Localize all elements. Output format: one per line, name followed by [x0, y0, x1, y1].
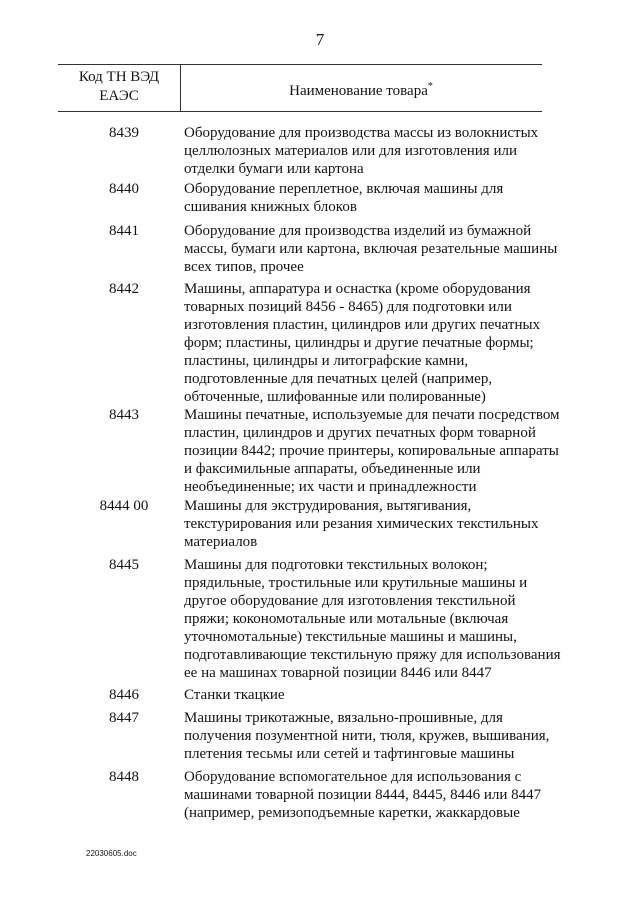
- commodity-description: [184, 686, 564, 704]
- footnote-mark: *: [427, 81, 433, 92]
- commodity-code: 8445: [109, 557, 139, 573]
- description-line: обточенные, шлифованные или полированные): [184, 389, 486, 405]
- description-line: машинами товарной позиции 8444, 8445, 8446 или 8447: [184, 787, 542, 803]
- commodity-code: 8439: [109, 125, 139, 141]
- commodity-code: 8441: [109, 223, 139, 239]
- description-line: Машины трикотажные, вязально-прошивные, для: [184, 710, 503, 726]
- description-line: уточномотальные) текстильные машины и машины,: [184, 629, 517, 645]
- description-line: позиции 8442; прочие принтеры, копировальные аппараты: [184, 443, 559, 459]
- description-line: и факсимильные аппараты, объединенные или: [184, 461, 481, 477]
- description-line: Оборудование для производства изделий из бумажной: [184, 223, 532, 239]
- description-line: ее на машинах товарной позиции 8446 или 8447: [184, 665, 492, 681]
- description-line: Оборудование переплетное, включая машины для: [184, 181, 504, 197]
- commodity-code: 8443: [109, 407, 139, 423]
- commodity-description: [184, 124, 564, 178]
- name-header-text: Наименование товара: [289, 83, 428, 99]
- code-header-line: ЕАЭС: [99, 88, 139, 104]
- commodity-description: [184, 222, 564, 276]
- description-line: отделки бумаги или картона: [184, 161, 364, 177]
- description-line: Станки ткацкие: [184, 687, 285, 703]
- description-line: целлюлозных материалов или для изготовления или: [184, 143, 517, 159]
- description-line: пряжи; кокономотальные или мотальные (включая: [184, 611, 509, 627]
- description-line: Оборудование для производства массы из волокнистых: [184, 125, 539, 141]
- description-line: Машины печатные, используемые для печати посредством: [184, 407, 560, 423]
- page-number: 7: [315, 30, 325, 49]
- description-line: прядильные, тростильные или крутильные машины и: [184, 575, 528, 591]
- description-line: всех типов, прочее: [184, 259, 304, 275]
- description-line: сшивания книжных блоков: [184, 199, 357, 215]
- description-line: необъединенные; их части и принадлежности: [184, 479, 477, 495]
- description-line: Машины для подготовки текстильных волокон;: [184, 557, 488, 573]
- commodity-description: [184, 180, 564, 216]
- table-header: [58, 64, 542, 112]
- name-column-header: [180, 77, 542, 101]
- description-line: (например, ремизоподъемные каретки, жаккардовые: [184, 805, 520, 821]
- description-line: пластин, цилиндров и других печатных форм товарной: [184, 425, 536, 441]
- description-line: подготовленные для печатных целей (например,: [184, 371, 493, 387]
- description-line: материалов: [184, 534, 258, 550]
- description-line: Машины для экструдирования, вытягивания,: [184, 498, 472, 514]
- description-line: форм; пластины, цилиндры и другие печатные формы;: [184, 335, 534, 351]
- commodity-description: [184, 280, 564, 406]
- commodity-description: [184, 406, 564, 496]
- code-column-header: [58, 68, 180, 106]
- commodity-code: 8448: [109, 769, 139, 785]
- description-line: Оборудование вспомогательное для использования с: [184, 769, 522, 785]
- commodity-code: 8446: [109, 687, 139, 703]
- description-line: массы, бумаги или картона, включая резательные машины: [184, 241, 558, 257]
- description-line: товарных позиций 8456 - 8465) для подготовки или: [184, 299, 512, 315]
- code-header-line: Код ТН ВЭД: [78, 69, 160, 85]
- commodity-description: [184, 709, 564, 763]
- commodity-code: 8444 00: [99, 498, 149, 514]
- commodity-description: [184, 556, 564, 682]
- description-line: текстурирования или резания химических текстильных: [184, 516, 539, 532]
- commodity-description: [184, 497, 564, 551]
- description-line: плетения тесьмы или сетей и тафтинговые машины: [184, 746, 515, 762]
- commodity-code: 8442: [109, 281, 139, 297]
- description-line: подготавливающие текстильную пряжу для использования: [184, 647, 561, 663]
- commodity-description: [184, 768, 564, 822]
- commodity-code: 8447: [109, 710, 139, 726]
- file-name-footer: 22030605.doc: [86, 849, 137, 858]
- description-line: изготовления пластин, цилиндров или других печатных: [184, 317, 541, 333]
- description-line: Машины, аппаратура и оснастка (кроме оборудования: [184, 281, 531, 297]
- description-line: получения позументной нити, тюля, кружев, вышивания,: [184, 728, 550, 744]
- description-line: пластины, цилиндры и литографские камни,: [184, 353, 469, 369]
- commodity-code: 8440: [109, 181, 139, 197]
- description-line: другое оборудование для изготовления текстильной: [184, 593, 516, 609]
